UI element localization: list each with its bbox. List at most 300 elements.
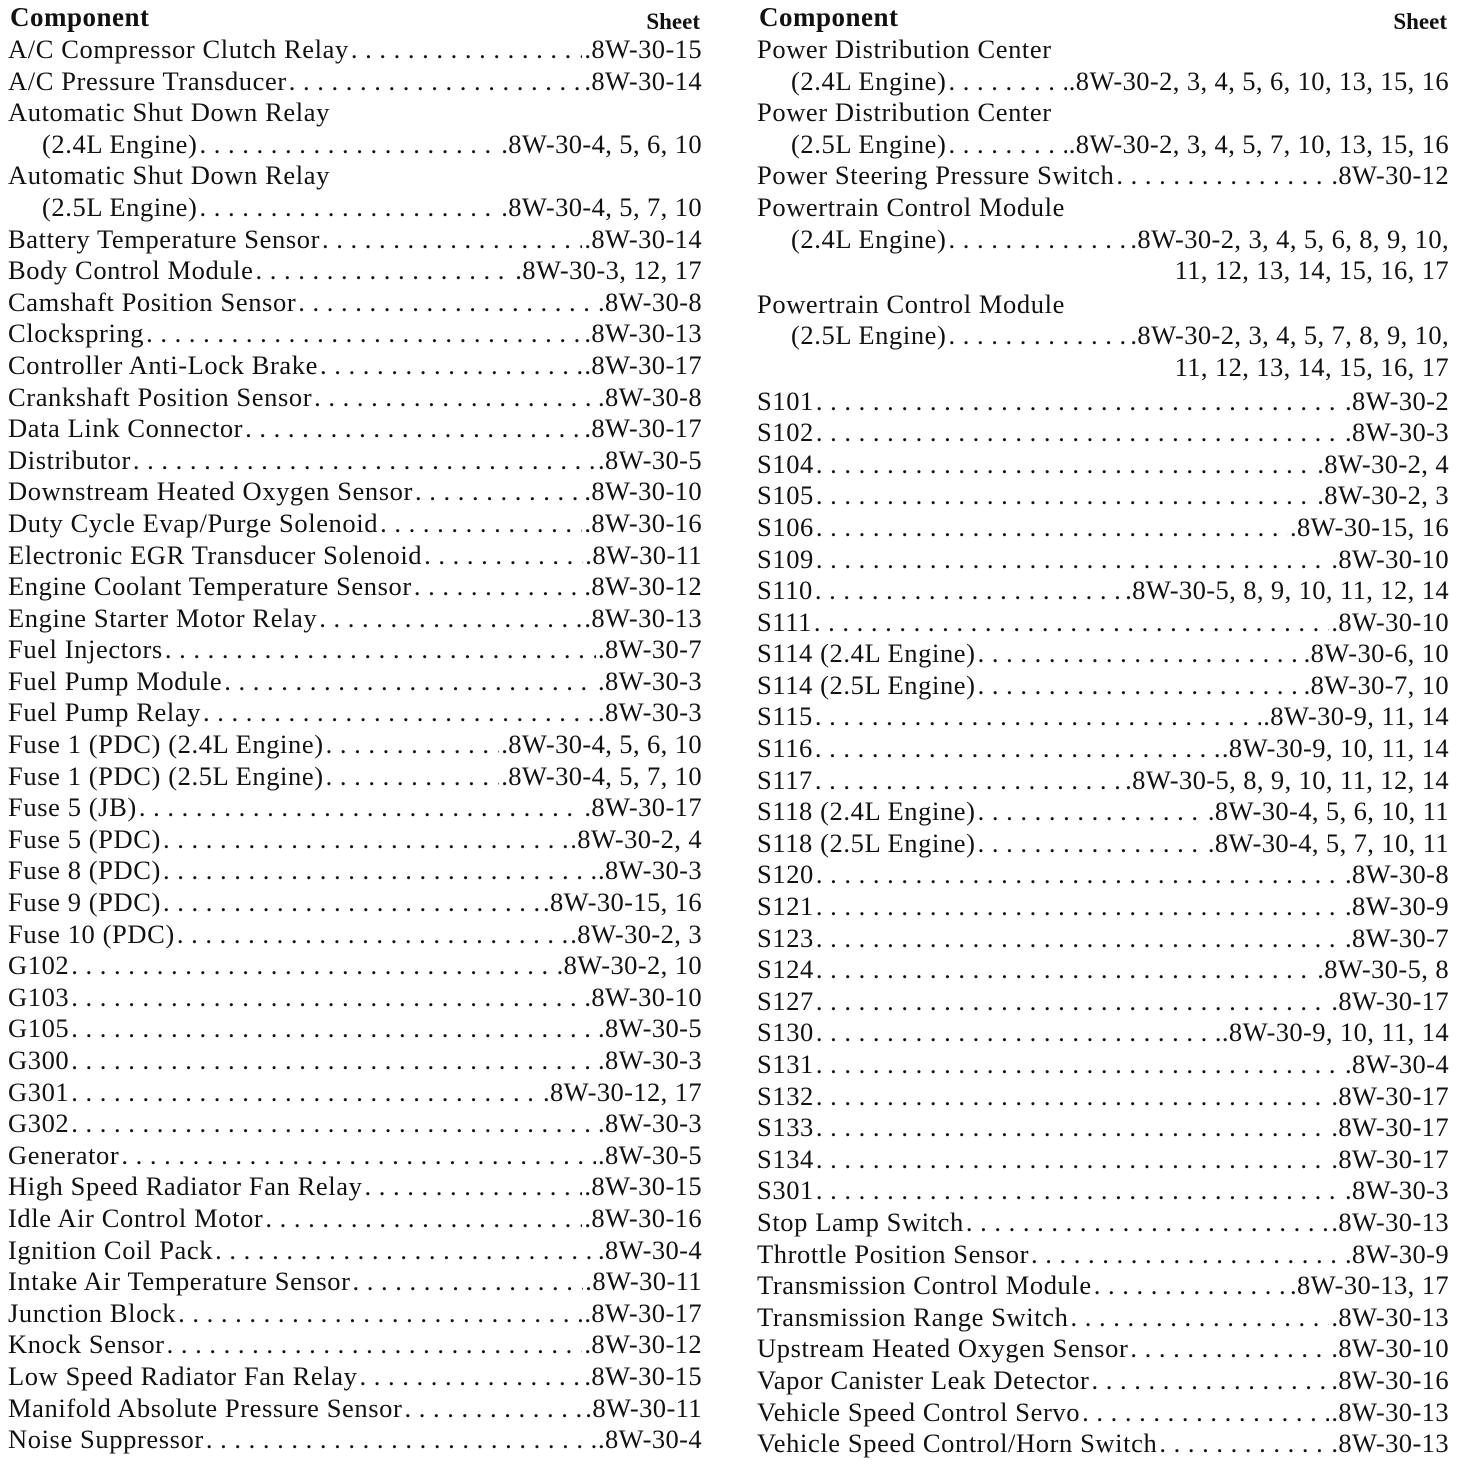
sheet-reference: .8W-30-8: [597, 286, 702, 317]
dot-leader: [71, 982, 582, 1014]
sheet-reference: .8W-30-4, 5, 6, 10: [501, 729, 702, 760]
entry-line: [8, 540, 702, 572]
entry-line: [757, 796, 1449, 828]
dot-leader: [816, 1017, 1220, 1049]
sheet-reference: .8W-30-10: [1331, 543, 1449, 574]
component-name: Low Speed Radiator Fan Relay: [8, 1360, 358, 1391]
sheet-reference: .8W-30-13, 17: [1289, 1270, 1449, 1301]
component-name: S127: [757, 985, 814, 1016]
component-name: High Speed Radiator Fan Relay: [8, 1171, 363, 1202]
component-qualifier: (2.5L Engine): [42, 191, 198, 222]
sheet-reference: .8W-30-8: [1344, 859, 1449, 890]
sheet-reference: .8W-30-7, 10: [1303, 669, 1449, 700]
sheet-reference: .8W-30-5, 8, 9, 10, 11, 12, 14: [1125, 575, 1449, 606]
dot-leader: [1116, 160, 1329, 192]
entry-line: [8, 160, 702, 192]
right-column: [757, 0, 1449, 1460]
sheet-reference: .8W-30-5: [597, 1139, 702, 1170]
index-entry: [8, 950, 702, 982]
component-name: S116: [757, 733, 813, 764]
entry-line: [8, 1045, 702, 1077]
dot-leader: [146, 318, 582, 350]
dot-leader: [948, 320, 1128, 352]
dot-leader: [816, 480, 1315, 512]
component-name: S130: [757, 1017, 814, 1048]
dot-leader: [815, 765, 1123, 797]
entry-line: [8, 476, 702, 508]
sheet-reference: .8W-30-2, 4: [570, 823, 702, 854]
sheet-reference: .8W-30-17: [1331, 985, 1449, 1016]
component-name: Data Link Connector: [8, 413, 244, 444]
component-name: Vapor Canister Leak Detector: [757, 1364, 1090, 1395]
dot-leader: [424, 540, 583, 572]
dot-leader: [265, 1203, 582, 1235]
index-entry: [8, 1266, 702, 1298]
index-entry: [8, 1424, 702, 1456]
entry-line: [8, 129, 702, 161]
index-entry: [8, 666, 702, 698]
index-entry: [757, 386, 1449, 418]
index-entry: [8, 350, 702, 382]
component-name: Power Distribution Center: [757, 97, 1052, 128]
component-name: Noise Suppressor: [8, 1424, 204, 1455]
index-entry: [8, 919, 702, 951]
sheet-reference: .8W-30-2, 3, 4, 5, 7, 10, 13, 15, 16: [1068, 128, 1449, 159]
component-name: Upstream Heated Oxygen Sensor: [757, 1333, 1129, 1364]
component-name: S115: [757, 701, 813, 732]
sheet-reference: .8W-30-4: [597, 1234, 702, 1265]
component-list: [8, 34, 702, 1456]
dot-leader: [163, 824, 568, 856]
dot-leader: [314, 382, 596, 414]
entry-line: [757, 733, 1449, 765]
index-entry: [757, 1081, 1449, 1113]
entry-line: [757, 97, 1449, 129]
entry-line: [8, 1361, 702, 1393]
component-name: S106: [757, 511, 814, 542]
index-entry: [8, 255, 702, 287]
dot-leader: [1130, 1333, 1329, 1365]
sheet-reference: .8W-30-4, 5, 6, 10, 11: [1207, 796, 1449, 827]
dot-leader: [1159, 1428, 1329, 1460]
index-entry: [757, 796, 1449, 828]
component-name: Powertrain Control Module: [757, 288, 1065, 319]
component-name: Engine Starter Motor Relay: [8, 602, 318, 633]
index-entry: [8, 1235, 702, 1267]
column-header: [757, 0, 1449, 34]
component-name: Automatic Shut Down Relay: [8, 160, 330, 191]
entry-line: [757, 859, 1449, 891]
component-qualifier: (2.5L Engine): [791, 128, 947, 159]
index-entry: [8, 855, 702, 887]
dot-leader: [816, 859, 1343, 891]
entry-line: [757, 129, 1449, 161]
entry-line: [8, 66, 702, 98]
entry-line: [757, 449, 1449, 481]
entry-line: [757, 1333, 1449, 1365]
dot-leader: [978, 670, 1302, 702]
index-entry: [757, 417, 1449, 449]
dot-leader: [71, 950, 554, 982]
entry-line: [8, 34, 702, 66]
sheet-reference: .8W-30-14: [584, 223, 702, 254]
dot-leader: [816, 386, 1343, 418]
index-entry: [757, 923, 1449, 955]
entry-line: [8, 350, 702, 382]
entry-line: [8, 255, 702, 287]
component-heading: Component: [10, 2, 150, 32]
component-name: Idle Air Control Motor: [8, 1202, 264, 1233]
dot-leader: [71, 1045, 596, 1077]
dot-leader: [359, 1361, 582, 1393]
entry-line: [757, 670, 1449, 702]
dot-leader: [414, 571, 582, 603]
component-name: Knock Sensor: [8, 1329, 165, 1360]
entry-line: [757, 480, 1449, 512]
entry-line: [757, 954, 1449, 986]
entry-line: [8, 1424, 702, 1456]
component-name: S117: [757, 764, 813, 795]
component-name: Transmission Range Switch: [757, 1301, 1069, 1332]
index-entry: [8, 1393, 702, 1425]
component-heading: Component: [759, 2, 899, 32]
component-name: S121: [757, 891, 814, 922]
component-name: Crankshaft Position Sensor: [8, 381, 313, 412]
dot-leader: [816, 891, 1343, 923]
entry-line: [757, 1017, 1449, 1049]
dot-leader: [256, 255, 514, 287]
sheet-reference: .8W-30-4: [597, 1424, 702, 1455]
dot-leader: [326, 729, 500, 761]
entry-line: [757, 575, 1449, 607]
component-name: Fuse 10 (PDC): [8, 918, 175, 949]
sheet-reference: .8W-30-10: [1331, 1333, 1449, 1364]
dot-leader: [71, 1013, 596, 1045]
sheet-reference: .8W-30-12: [584, 1329, 702, 1360]
component-name: S104: [757, 448, 814, 479]
component-qualifier: (2.5L Engine): [791, 320, 947, 351]
component-name: Fuse 5 (JB): [8, 792, 137, 823]
entry-line: [8, 1298, 702, 1330]
dot-leader: [816, 1081, 1329, 1113]
dot-leader: [978, 638, 1302, 670]
index-entry: [8, 413, 702, 445]
index-entry: [8, 603, 702, 635]
sheet-reference: .8W-30-9, 11, 14: [1263, 701, 1449, 732]
index-entry: [757, 1428, 1449, 1460]
entry-line: [757, 923, 1449, 955]
sheet-reference: .8W-30-5: [597, 1013, 702, 1044]
sheet-reference: .8W-30-17: [1331, 1080, 1449, 1111]
component-name: Powertrain Control Module: [757, 191, 1065, 222]
component-name: Fuse 5 (PDC): [8, 823, 161, 854]
index-entry: [757, 449, 1449, 481]
component-name: Fuse 1 (PDC) (2.5L Engine): [8, 760, 324, 791]
sheet-reference: .8W-30-7: [1344, 922, 1449, 953]
component-name: Distributor: [8, 444, 131, 475]
entry-line: [8, 824, 702, 856]
sheet-reference: .8W-30-13: [584, 318, 702, 349]
component-qualifier: (2.4L Engine): [791, 65, 947, 96]
dot-leader: [322, 224, 582, 256]
dot-leader: [815, 733, 1220, 765]
sheet-reference: .8W-30-17: [584, 792, 702, 823]
component-name: G302: [8, 1108, 70, 1139]
component-name: G103: [8, 981, 70, 1012]
index-entry: [757, 1175, 1449, 1207]
dot-leader: [203, 697, 596, 729]
sheet-reference: .8W-30-5, 8: [1317, 954, 1449, 985]
entry-line: [8, 508, 702, 540]
entry-line: [8, 1013, 702, 1045]
sheet-reference: .8W-30-4, 5, 6, 10: [501, 128, 702, 159]
entry-line: [8, 603, 702, 635]
entry-line: [8, 919, 702, 951]
component-name: A/C Compressor Clutch Relay: [8, 34, 349, 64]
index-entry: [757, 512, 1449, 544]
dot-leader: [816, 923, 1343, 955]
entry-line: [757, 1112, 1449, 1144]
sheet-reference: .8W-30-11: [585, 539, 702, 570]
component-name: Duty Cycle Evap/Purge Solenoid: [8, 507, 379, 538]
sheet-reference: .8W-30-14: [584, 65, 702, 96]
sheet-reference: .8W-30-2, 3, 4, 5, 7, 8, 9, 10,: [1130, 320, 1449, 351]
index-entry: [8, 1329, 702, 1361]
index-entry: [757, 954, 1449, 986]
index-entry: [757, 733, 1449, 765]
index-entry: [757, 34, 1449, 97]
dot-leader: [163, 855, 596, 887]
entry-line: [8, 1108, 702, 1140]
sheet-reference: .8W-30-15: [584, 34, 702, 64]
dot-leader: [816, 1049, 1343, 1081]
component-name: Fuse 9 (PDC): [8, 887, 161, 918]
dot-leader: [948, 224, 1128, 256]
component-name: Stop Lamp Switch: [757, 1206, 964, 1237]
sheet-reference: .8W-30-13: [1331, 1206, 1449, 1237]
component-name: S114 (2.4L Engine): [757, 638, 976, 669]
sheet-reference: .8W-30-4, 5, 7, 10: [501, 191, 702, 222]
entry-line: [757, 1270, 1449, 1302]
component-name: Throttle Position Sensor: [757, 1238, 1030, 1269]
component-name: S111: [757, 606, 812, 637]
entry-line: [757, 289, 1449, 321]
index-entry: [757, 575, 1449, 607]
dot-leader: [380, 508, 582, 540]
entry-line: [8, 192, 702, 224]
dot-leader: [71, 1077, 541, 1109]
dot-leader: [215, 1235, 596, 1267]
sheet-reference: .8W-30-10: [1331, 606, 1449, 637]
component-name: Engine Coolant Temperature Sensor: [8, 571, 412, 602]
entry-line: [757, 544, 1449, 576]
component-name: Generator: [8, 1139, 120, 1170]
component-name: S110: [757, 575, 813, 606]
entry-line: [757, 765, 1449, 797]
index-entry: [757, 97, 1449, 160]
index-entry: [8, 1171, 702, 1203]
index-entry: [8, 287, 702, 319]
sheet-reference: .8W-30-2, 3, 4, 5, 6, 8, 9, 10,: [1130, 223, 1449, 254]
entry-line: [757, 160, 1449, 192]
index-entry: [8, 1108, 702, 1140]
sheet-reference: .8W-30-5, 8, 9, 10, 11, 12, 14: [1125, 764, 1449, 795]
entry-line: [757, 34, 1449, 66]
entry-line: [757, 986, 1449, 1018]
dot-leader: [815, 575, 1123, 607]
component-name: S114 (2.5L Engine): [757, 669, 976, 700]
dot-leader: [966, 1207, 1329, 1239]
sheet-reference: .8W-30-12: [584, 571, 702, 602]
component-name: Ignition Coil Pack: [8, 1234, 214, 1265]
dot-leader: [404, 1393, 583, 1425]
component-name: S134: [757, 1143, 814, 1174]
entry-line: [757, 1081, 1449, 1113]
entry-line: [757, 255, 1449, 287]
index-entry: [8, 697, 702, 729]
dot-leader: [319, 603, 582, 635]
index-entry: [757, 701, 1449, 733]
dot-leader: [364, 1171, 582, 1203]
index-entry: [757, 607, 1449, 639]
sheet-reference: .8W-30-13: [584, 602, 702, 633]
sheet-reference: .8W-30-3: [597, 1045, 702, 1075]
component-name: Transmission Control Module: [757, 1270, 1092, 1301]
index-entry: [8, 1203, 702, 1235]
sheet-reference-continued: 11, 12, 13, 14, 15, 16, 17: [1174, 351, 1449, 382]
dot-leader: [206, 1424, 596, 1456]
sheet-reference: .8W-30-13: [1331, 1396, 1449, 1427]
index-entry: [8, 508, 702, 540]
entry-line: [8, 224, 702, 256]
dot-leader: [320, 350, 582, 382]
dot-leader: [199, 192, 499, 224]
component-name: Vehicle Speed Control/Horn Switch: [757, 1428, 1158, 1459]
index-entry: [8, 382, 702, 414]
entry-line: [757, 352, 1449, 384]
index-entry: [8, 34, 702, 66]
component-name: S105: [757, 480, 814, 511]
dot-leader: [978, 796, 1206, 828]
component-name: S120: [757, 859, 814, 890]
entry-line: [757, 891, 1449, 923]
sheet-reference: .8W-30-15: [584, 1171, 702, 1202]
dot-leader: [224, 666, 596, 698]
index-entry: [757, 1333, 1449, 1365]
dot-leader: [167, 1329, 583, 1361]
component-name: Electronic EGR Transducer Solenoid: [8, 539, 423, 570]
component-name: Camshaft Position Sensor: [8, 286, 297, 317]
sheet-reference: .8W-30-4, 5, 7, 10, 11: [1207, 827, 1449, 858]
entry-line: [757, 701, 1449, 733]
entry-line: [8, 697, 702, 729]
sheet-reference: .8W-30-16: [1331, 1364, 1449, 1395]
dot-leader: [351, 34, 583, 66]
component-name: Fuel Injectors: [8, 634, 163, 665]
sheet-reference: .8W-30-10: [584, 981, 702, 1012]
sheet-reference-continued: 11, 12, 13, 14, 15, 16, 17: [1174, 255, 1449, 286]
entry-line: [757, 320, 1449, 352]
component-name: Fuel Pump Relay: [8, 697, 202, 728]
entry-line: [757, 1207, 1449, 1239]
entry-line: [8, 445, 702, 477]
dot-leader: [815, 701, 1261, 733]
component-name: S109: [757, 543, 814, 574]
sheet-reference: .8W-30-13: [1331, 1428, 1449, 1459]
dot-leader: [948, 129, 1066, 161]
sheet-reference: .8W-30-5: [597, 444, 702, 475]
dot-leader: [121, 1140, 596, 1172]
entry-line: [757, 224, 1449, 256]
entry-line: [8, 287, 702, 319]
dot-leader: [139, 792, 583, 824]
entry-line: [8, 1171, 702, 1203]
index-entry: [8, 792, 702, 824]
dot-leader: [948, 66, 1066, 98]
entry-line: [8, 1235, 702, 1267]
entry-line: [8, 761, 702, 793]
index-entry: [757, 638, 1449, 670]
entry-line: [8, 413, 702, 445]
component-name: Controller Anti-Lock Brake: [8, 349, 318, 380]
dot-leader: [326, 761, 500, 793]
index-entry: [757, 859, 1449, 891]
index-entry: [8, 761, 702, 793]
component-name: G102: [8, 950, 70, 981]
entry-line: [8, 982, 702, 1014]
dot-leader: [353, 1266, 584, 1298]
dot-leader: [415, 476, 582, 508]
dot-leader: [71, 1108, 596, 1140]
component-name: G301: [8, 1076, 70, 1107]
sheet-reference: .8W-30-16: [584, 507, 702, 538]
dot-leader: [816, 986, 1329, 1018]
index-entry: [8, 1361, 702, 1393]
entry-line: [757, 1049, 1449, 1081]
entry-line: [8, 1393, 702, 1425]
sheet-reference: .8W-30-2, 3, 4, 5, 6, 10, 13, 15, 16: [1068, 65, 1449, 96]
dot-leader: [298, 287, 596, 319]
index-entry: [8, 540, 702, 572]
entry-line: [757, 607, 1449, 639]
entry-line: [8, 729, 702, 761]
index-entry: [757, 1270, 1449, 1302]
entry-line: [757, 1302, 1449, 1334]
index-entry: [757, 160, 1449, 192]
entry-line: [8, 571, 702, 603]
index-entry: [8, 160, 702, 223]
entry-line: [757, 192, 1449, 224]
entry-line: [757, 1239, 1449, 1271]
dot-leader: [199, 129, 499, 161]
entry-line: [757, 828, 1449, 860]
sheet-reference: .8W-30-3: [597, 665, 702, 696]
sheet-reference: .8W-30-9, 10, 11, 14: [1221, 733, 1449, 764]
index-entry: [757, 1049, 1449, 1081]
sheet-reference: .8W-30-2, 4: [1317, 448, 1449, 479]
component-name: Downstream Heated Oxygen Sensor: [8, 476, 413, 507]
index-entry: [757, 1112, 1449, 1144]
dot-leader: [816, 417, 1343, 449]
entry-line: [757, 512, 1449, 544]
dot-leader: [814, 607, 1329, 639]
dot-leader: [816, 1144, 1329, 1176]
sheet-heading: Sheet: [646, 9, 700, 34]
dot-leader: [816, 954, 1315, 986]
index-entry: [757, 891, 1449, 923]
dot-leader: [165, 634, 596, 666]
index-entry: [8, 634, 702, 666]
